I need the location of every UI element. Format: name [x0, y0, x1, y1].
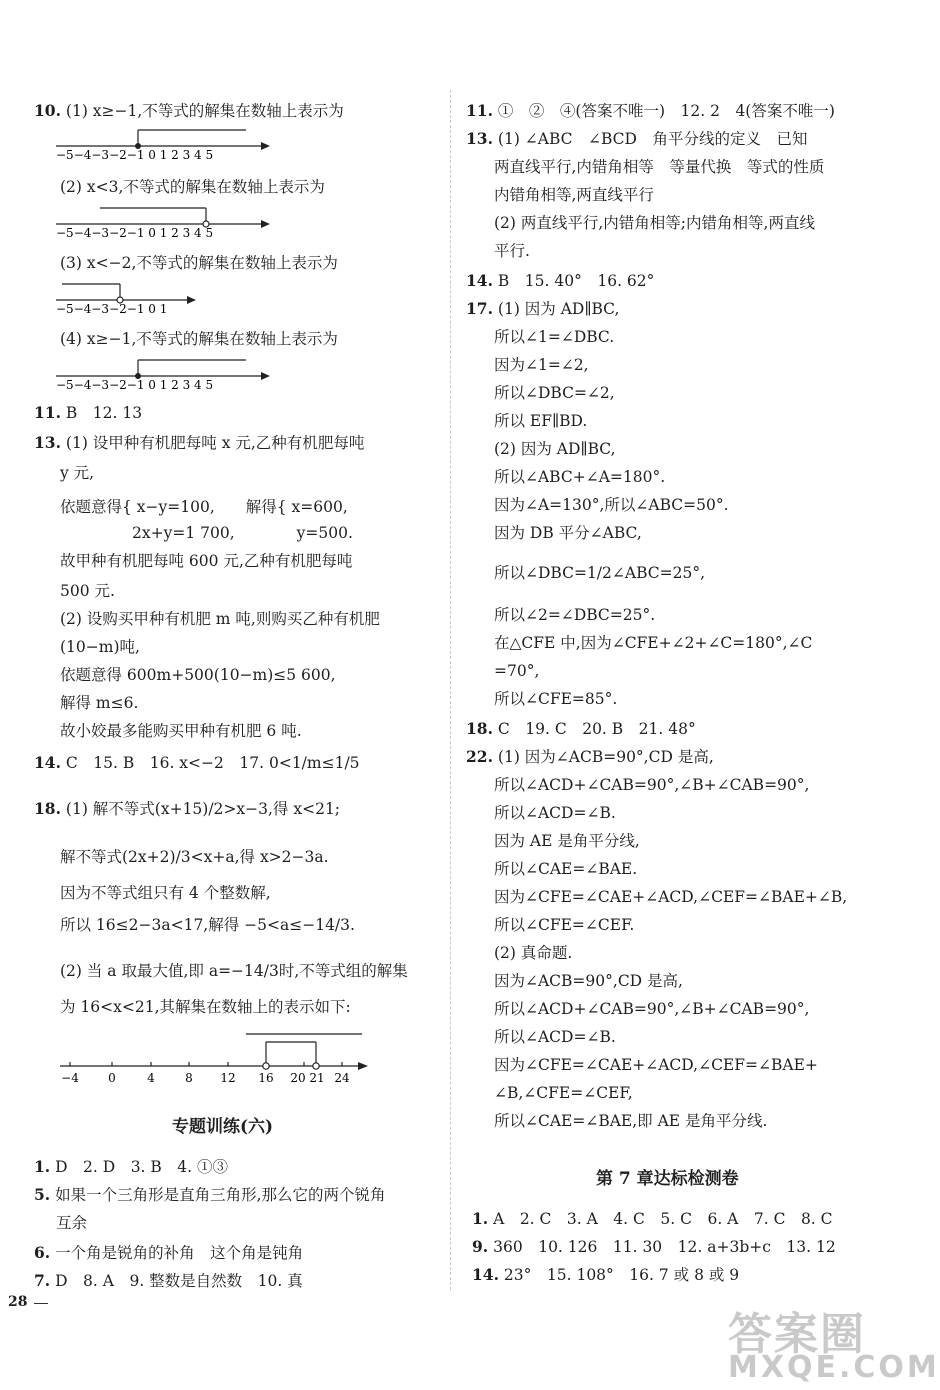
- answer-text: =70°,: [494, 662, 540, 680]
- left-answer-line: [60, 328, 338, 350]
- number-line-4-labels: −5−4−3−2−1 0 1 2 3 4 5: [56, 378, 214, 392]
- section-title: 专题训练(六): [172, 1117, 274, 1137]
- left-answer-line: [60, 550, 352, 572]
- watermark-url: MXQE.COM: [728, 1350, 940, 1385]
- answer-text: 解不等式(2x+2)/3<x+a,得 x>2−3a.: [60, 848, 329, 866]
- left-answer-line: [34, 1270, 303, 1292]
- answer-text: (3) x<−2,不等式的解集在数轴上表示为: [60, 254, 338, 272]
- right-answer-line: [494, 326, 614, 348]
- answer-text: D 8. A 9. 整数是自然数 10. 真: [55, 1272, 303, 1290]
- right-answer-line: [494, 774, 809, 796]
- right-answer-line: [494, 688, 617, 710]
- number-line-solution: [56, 1028, 386, 1084]
- answer-text: 500 元.: [60, 582, 115, 600]
- number-line-3: [56, 278, 206, 316]
- tick-label: 8: [185, 1071, 193, 1085]
- right-answer-line: [472, 1208, 833, 1230]
- answer-text: 因为 DB 平分∠ABC,: [494, 524, 642, 542]
- answer-text: 所以∠CFE=∠CEF.: [494, 916, 635, 934]
- answer-text: 为 16<x<21,其解集在数轴上的表示如下:: [60, 998, 351, 1016]
- answer-text: (1) 设甲种有机肥每吨 x 元,乙种有机肥每吨: [65, 434, 365, 452]
- answer-text: (10−m)吨,: [60, 638, 140, 656]
- right-answer-line: [494, 604, 655, 626]
- question-number: 13.: [466, 129, 493, 148]
- question-number: 6.: [34, 1243, 51, 1262]
- answer-text: 所以∠ACD=∠B.: [494, 804, 616, 822]
- left-answer-line: [60, 914, 355, 936]
- question-number: 7.: [34, 1271, 51, 1290]
- right-answer-line: [494, 1026, 616, 1048]
- page-number: 28: [8, 1294, 28, 1310]
- question-number: 17.: [466, 299, 493, 318]
- answer-text: ① ② ④(答案不唯一) 12. 2 4(答案不唯一): [497, 102, 835, 120]
- right-answer-line: [494, 156, 824, 178]
- right-answer-line: [494, 970, 683, 992]
- question-number: 13.: [34, 433, 61, 452]
- question-number: 18.: [34, 799, 61, 818]
- answer-text: (2) x<3,不等式的解集在数轴上表示为: [60, 178, 325, 196]
- question-number: 1.: [472, 1209, 489, 1228]
- answer-text: (2) 设购买甲种有机肥 m 吨,则购买乙种有机肥: [60, 610, 380, 628]
- right-answer-line: [494, 942, 572, 964]
- answer-text: 所以∠CFE=85°.: [494, 690, 618, 708]
- answer-text: 因为∠1=∠2,: [494, 356, 589, 374]
- left-answer-line: [34, 100, 344, 122]
- tick-label: 12: [220, 1071, 236, 1085]
- answer-text: 依题意得{ x−y=100, 解得{ x=600,: [60, 498, 348, 516]
- left-answer-line: [60, 664, 336, 686]
- right-answer-line: [494, 438, 616, 460]
- answer-text: 所以∠ACD+∠CAB=90°,∠B+∠CAB=90°,: [494, 1000, 810, 1018]
- right-answer-line: [466, 128, 807, 150]
- watermark-logo: 答案圈: [728, 1309, 866, 1360]
- right-answer-line: [494, 562, 705, 584]
- tick-label: −4: [61, 1071, 79, 1085]
- answer-text: 如果一个三角形是直角三角形,那么它的两个锐角: [55, 1186, 386, 1204]
- right-answer-line: [494, 354, 589, 376]
- answer-text: 因为∠ACB=90°,CD 是高,: [494, 972, 683, 990]
- left-answer-line: [60, 882, 271, 904]
- right-answer-line: [472, 1264, 739, 1286]
- answer-text: C 15. B 16. x<−2 17. 0<1/m≤1/5: [65, 754, 360, 772]
- left-answer-line: [60, 692, 138, 714]
- right-answer-line: [494, 632, 812, 654]
- tick-label: 21: [309, 1071, 325, 1085]
- answer-text: 所以∠2=∠DBC=25°.: [494, 606, 656, 624]
- answer-text: 因为∠CFE=∠CAE+∠ACD,∠CEF=∠BAE+∠B,: [494, 888, 848, 906]
- answer-text: (2) 两直线平行,内错角相等;内错角相等,两直线: [494, 214, 815, 232]
- answer-text: y 元,: [60, 464, 95, 482]
- answer-text: 一个角是锐角的补角 这个角是钝角: [55, 1244, 304, 1262]
- left-answer-line: [60, 462, 94, 484]
- right-answer-line: [494, 1110, 767, 1132]
- answer-text: (1) 因为∠ACB=90°,CD 是高,: [497, 748, 714, 766]
- left-answer-line: [60, 580, 115, 602]
- left-answer-line: [34, 798, 340, 820]
- right-answer-line: [466, 746, 714, 768]
- answer-text: 解得 m≤6.: [60, 694, 139, 712]
- question-number: 11.: [34, 403, 61, 422]
- answer-text: B 15. 40° 16. 62°: [497, 272, 655, 290]
- answer-text: 在△CFE 中,因为∠CFE+∠2+∠C=180°,∠C: [494, 634, 813, 652]
- answer-text: (2) 因为 AD∥BC,: [494, 440, 616, 458]
- right-answer-line: [494, 914, 634, 936]
- number-line-1-labels: −5−4−3−2−1 0 1 2 3 4 5: [56, 148, 214, 162]
- answer-text: 故甲种有机肥每吨 600 元,乙种有机肥每吨: [60, 552, 353, 570]
- right-answer-line: [466, 298, 619, 320]
- left-answer-line: [34, 1156, 228, 1178]
- right-answer-line: [494, 886, 847, 908]
- right-answer-line: [494, 212, 815, 234]
- answer-text: 平行.: [494, 242, 530, 260]
- right-answer-line: [494, 858, 637, 880]
- left-answer-line: [132, 522, 353, 544]
- answer-text: (1) ∠ABC ∠BCD 角平分线的定义 已知: [497, 130, 808, 148]
- right-answer-line: [494, 1082, 633, 1104]
- answer-text: 360 10. 126 11. 30 12. a+3b+c 13. 12: [493, 1238, 836, 1256]
- answer-text: 所以∠1=∠DBC.: [494, 328, 615, 346]
- answer-text: (2) 真命题.: [494, 944, 573, 962]
- answer-text: 所以∠ACD+∠CAB=90°,∠B+∠CAB=90°,: [494, 776, 810, 794]
- answer-text: ∠B,∠CFE=∠CEF,: [494, 1084, 633, 1102]
- right-answer-line: [494, 802, 616, 824]
- right-answer-line: [494, 382, 615, 404]
- answer-text: 所以∠DBC=∠2,: [494, 384, 615, 402]
- tick-label: 4: [147, 1071, 155, 1085]
- number-line-2-labels: −5−4−3−2−1 0 1 2 3 4 5: [56, 226, 214, 240]
- number-line-1: [56, 124, 276, 162]
- right-answer-line: [472, 1236, 836, 1258]
- question-number: 14.: [466, 271, 493, 290]
- answer-text: 因为 AE 是角平分线,: [494, 832, 640, 850]
- answer-text: 2x+y=1 700, y=500.: [132, 524, 353, 542]
- answer-text: 所以 EF∥BD.: [494, 412, 588, 430]
- answer-text: 所以∠ACD=∠B.: [494, 1028, 616, 1046]
- number-line-4: [56, 354, 276, 392]
- left-answer-line: [60, 176, 325, 198]
- answer-text: 所以∠CAE=∠BAE,即 AE 是角平分线.: [494, 1112, 768, 1130]
- answer-text: 依题意得 600m+500(10−m)≤5 600,: [60, 666, 336, 684]
- left-answer-line: [34, 752, 360, 774]
- page-number-rule: [34, 1303, 48, 1304]
- right-answer-line: [494, 184, 654, 206]
- answer-text: 因为∠CFE=∠CAE+∠ACD,∠CEF=∠BAE+: [494, 1056, 818, 1074]
- left-answer-line: [60, 252, 338, 274]
- answer-text: C 19. C 20. B 21. 48°: [497, 720, 696, 738]
- answer-text: 23° 15. 108° 16. 7 或 8 或 9: [503, 1266, 740, 1284]
- answer-text: 所以∠CAE=∠BAE.: [494, 860, 638, 878]
- answer-text: (4) x≥−1,不等式的解集在数轴上表示为: [60, 330, 338, 348]
- number-line-2: [56, 202, 276, 240]
- left-answer-line: [60, 846, 329, 868]
- answer-text: 所以 16≤2−3a<17,解得 −5<a≤−14/3.: [60, 916, 355, 934]
- answer-text: 因为∠A=130°,所以∠ABC=50°.: [494, 496, 729, 514]
- answer-text: B 12. 13: [65, 404, 143, 422]
- answer-text: 两直线平行,内错角相等 等量代换 等式的性质: [494, 158, 825, 176]
- tick-label: 20: [290, 1071, 306, 1085]
- number-line-3-labels: −5−4−3−2−1 0 1: [56, 302, 168, 316]
- answer-text: 故小姣最多能购买甲种有机肥 6 吨.: [60, 722, 302, 740]
- left-answer-line: [60, 996, 351, 1018]
- right-answer-line: [466, 718, 696, 740]
- answer-text: 因为不等式组只有 4 个整数解,: [60, 884, 271, 902]
- left-answer-line: [34, 1242, 303, 1264]
- answer-text: (1) 因为 AD∥BC,: [497, 300, 620, 318]
- answer-text: 所以∠ABC+∠A=180°.: [494, 468, 666, 486]
- answer-text: D 2. D 3. B 4. ①③: [55, 1158, 229, 1176]
- answer-text: A 2. C 3. A 4. C 5. C 6. A 7. C 8. C: [493, 1210, 833, 1228]
- left-answer-line: [60, 608, 380, 630]
- tick-label: 24: [334, 1071, 350, 1085]
- right-answer-line: [494, 830, 640, 852]
- tick-label: 0: [108, 1071, 116, 1085]
- right-answer-line: [494, 998, 809, 1020]
- left-answer-line: [60, 636, 140, 658]
- left-answer-line: [60, 720, 302, 742]
- question-number: 14.: [472, 1265, 499, 1284]
- right-answer-line: [494, 660, 539, 682]
- column-divider: [450, 90, 451, 1290]
- left-answer-line: [34, 432, 364, 454]
- question-number: 5.: [34, 1185, 51, 1204]
- question-number: 14.: [34, 753, 61, 772]
- right-answer-line: [466, 100, 835, 122]
- question-number: 1.: [34, 1157, 51, 1176]
- answer-text: (1) x≥−1,不等式的解集在数轴上表示为: [65, 102, 344, 120]
- left-answer-line: [56, 1212, 87, 1234]
- answer-text: 所以∠DBC=1/2∠ABC=25°,: [494, 564, 705, 582]
- answer-text: 互余: [56, 1214, 88, 1232]
- answer-text: (2) 当 a 取最大值,即 a=−14/3时,不等式组的解集: [60, 962, 408, 980]
- answer-text: (1) 解不等式(x+15)/2>x−3,得 x<21;: [65, 800, 341, 818]
- right-answer-line: [494, 466, 665, 488]
- right-answer-line: [494, 1054, 818, 1076]
- tick-label: 16: [258, 1071, 274, 1085]
- right-answer-line: [466, 270, 654, 292]
- right-answer-line: [494, 522, 642, 544]
- left-answer-line: [34, 1184, 386, 1206]
- section-title: 第 7 章达标检测卷: [596, 1169, 739, 1189]
- left-answer-line: [34, 402, 142, 424]
- left-answer-line: [60, 960, 408, 982]
- left-answer-line: [60, 496, 348, 518]
- question-number: 10.: [34, 101, 61, 120]
- right-answer-line: [494, 410, 587, 432]
- question-number: 11.: [466, 101, 493, 120]
- right-answer-line: [494, 494, 729, 516]
- question-number: 18.: [466, 719, 493, 738]
- right-answer-line: [494, 240, 530, 262]
- question-number: 22.: [466, 747, 493, 766]
- question-number: 9.: [472, 1237, 489, 1256]
- answer-text: 内错角相等,两直线平行: [494, 186, 654, 204]
